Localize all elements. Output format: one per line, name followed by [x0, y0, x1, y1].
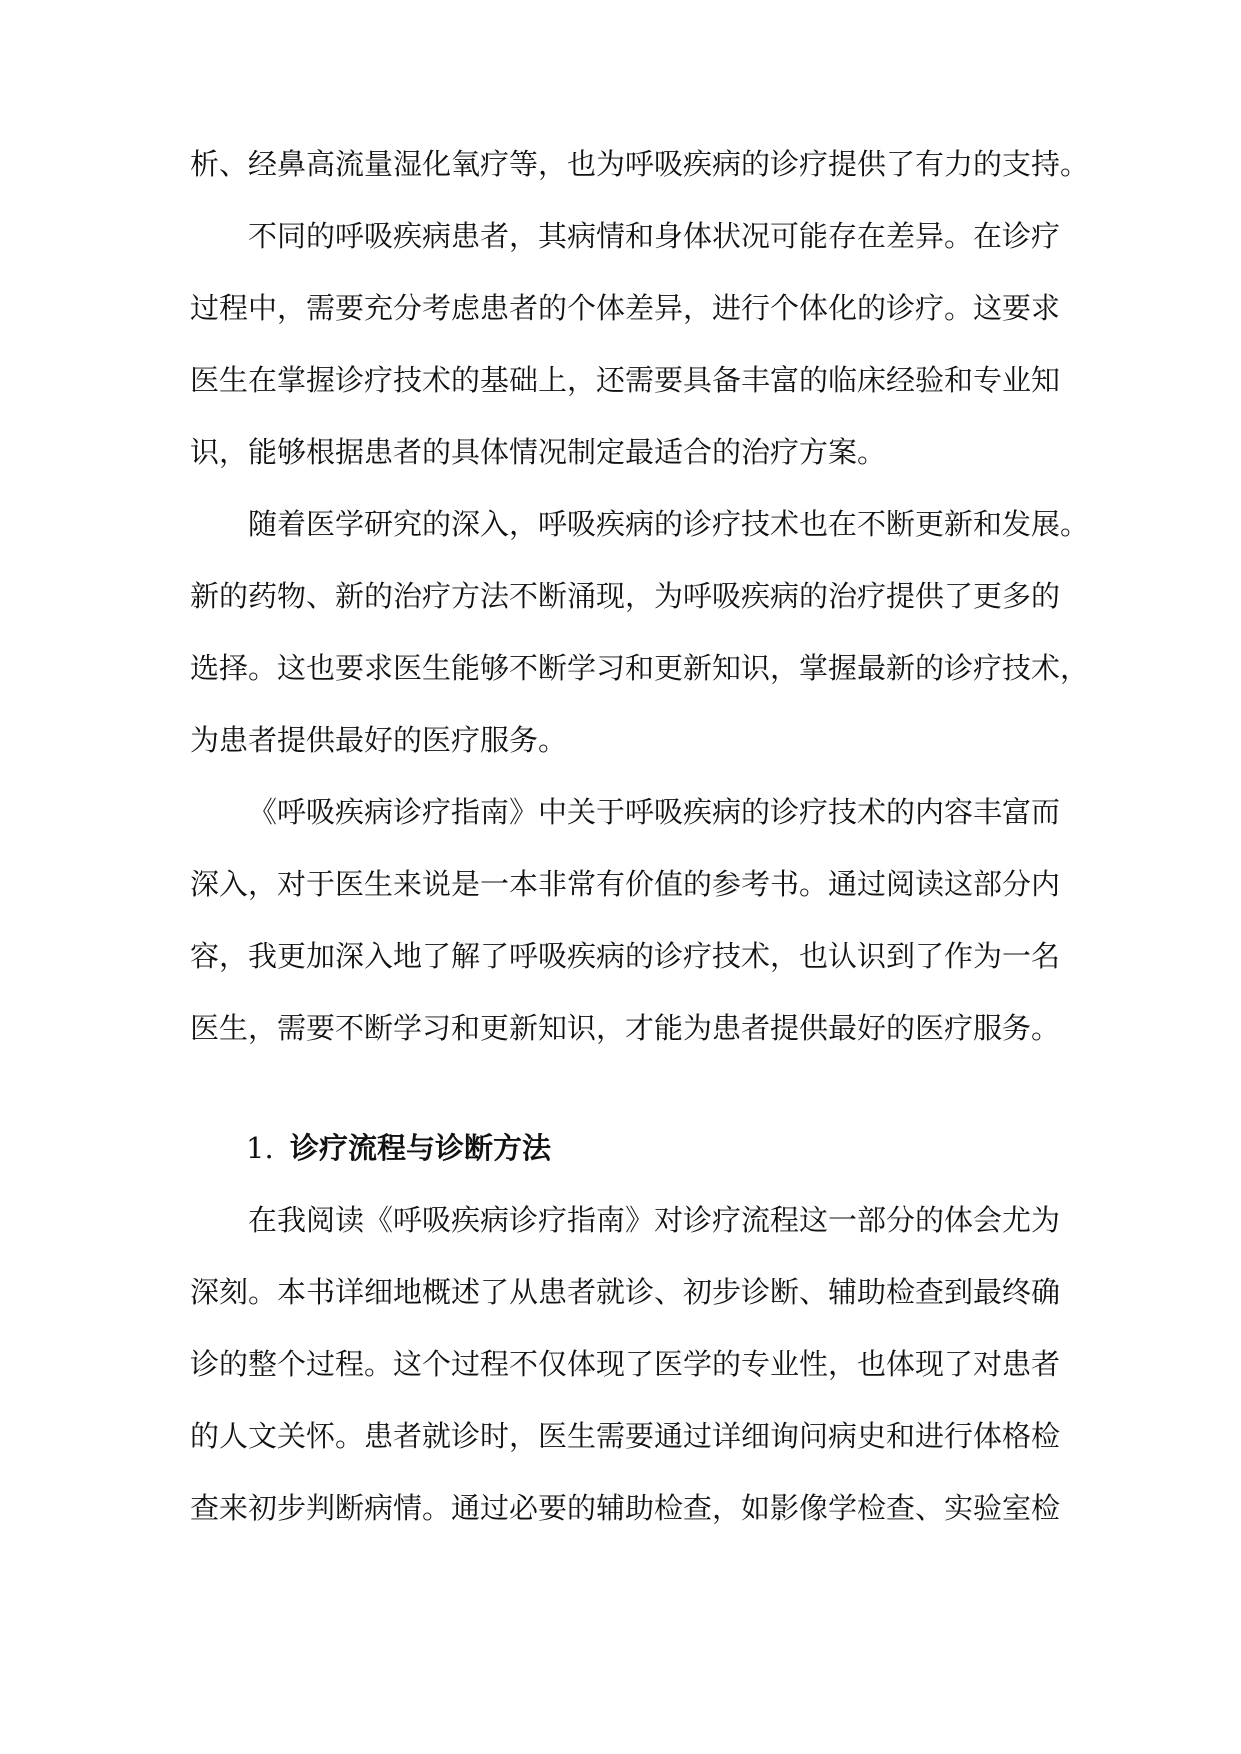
paragraph-continuation: [190, 128, 1090, 200]
text-line: 《呼吸疾病诊疗指南》中关于呼吸疾病的诊疗技术的内容丰富而: [248, 795, 1061, 829]
text-line: 识，能够根据患者的具体情况制定最适合的治疗方案。: [190, 435, 887, 469]
section-title: 诊疗流程与诊断方法: [290, 1131, 552, 1165]
paragraph-diagnosis-process: [190, 1184, 1061, 1544]
section-number: 1.: [246, 1131, 274, 1165]
text-line: 新的药物、新的治疗方法不断涌现，为呼吸疾病的治疗提供了更多的: [190, 579, 1061, 613]
text-line: 随着医学研究的深入，呼吸疾病的诊疗技术也在不断更新和发展。: [248, 507, 1090, 541]
text-line: 医生，需要不断学习和更新知识，才能为患者提供最好的医疗服务。: [190, 1011, 1061, 1045]
text-line: 深刻。本书详细地概述了从患者就诊、初步诊断、辅助检查到最终确: [190, 1275, 1061, 1309]
paragraph-research-progress: [190, 488, 1090, 776]
section-spacer: [190, 1064, 1056, 1112]
text-line: 诊的整个过程。这个过程不仅体现了医学的专业性，也体现了对患者: [190, 1347, 1061, 1381]
text-line: 在我阅读《呼吸疾病诊疗指南》对诊疗流程这一部分的体会尤为: [248, 1203, 1061, 1237]
text-line: 析、经鼻高流量湿化氧疗等，也为呼吸疾病的诊疗提供了有力的支持。: [190, 147, 1090, 181]
text-line: 医生在掌握诊疗技术的基础上，还需要具备丰富的临床经验和专业知: [190, 363, 1061, 397]
text-line: 选择。这也要求医生能够不断学习和更新知识，掌握最新的诊疗技术，: [190, 651, 1090, 685]
text-line: 的人文关怀。患者就诊时，医生需要通过详细询问病史和进行体格检: [190, 1419, 1061, 1453]
text-line: 过程中，需要充分考虑患者的个体差异，进行个体化的诊疗。这要求: [190, 291, 1061, 325]
text-line: 不同的呼吸疾病患者，其病情和身体状况可能存在差异。在诊疗: [248, 219, 1061, 253]
paragraph-guide-summary: [190, 776, 1061, 1064]
text-line: 容，我更加深入地了解了呼吸疾病的诊疗技术，也认识到了作为一名: [190, 939, 1061, 973]
text-line: 查来初步判断病情。通过必要的辅助检查，如影像学检查、实验室检: [190, 1491, 1061, 1525]
document-body: [190, 128, 1090, 1544]
section-heading: [190, 1112, 1056, 1184]
text-line: 深入，对于医生来说是一本非常有价值的参考书。通过阅读这部分内: [190, 867, 1061, 901]
text-line: 为患者提供最好的医疗服务。: [190, 723, 568, 757]
paragraph-individualized-care: [190, 200, 1061, 488]
